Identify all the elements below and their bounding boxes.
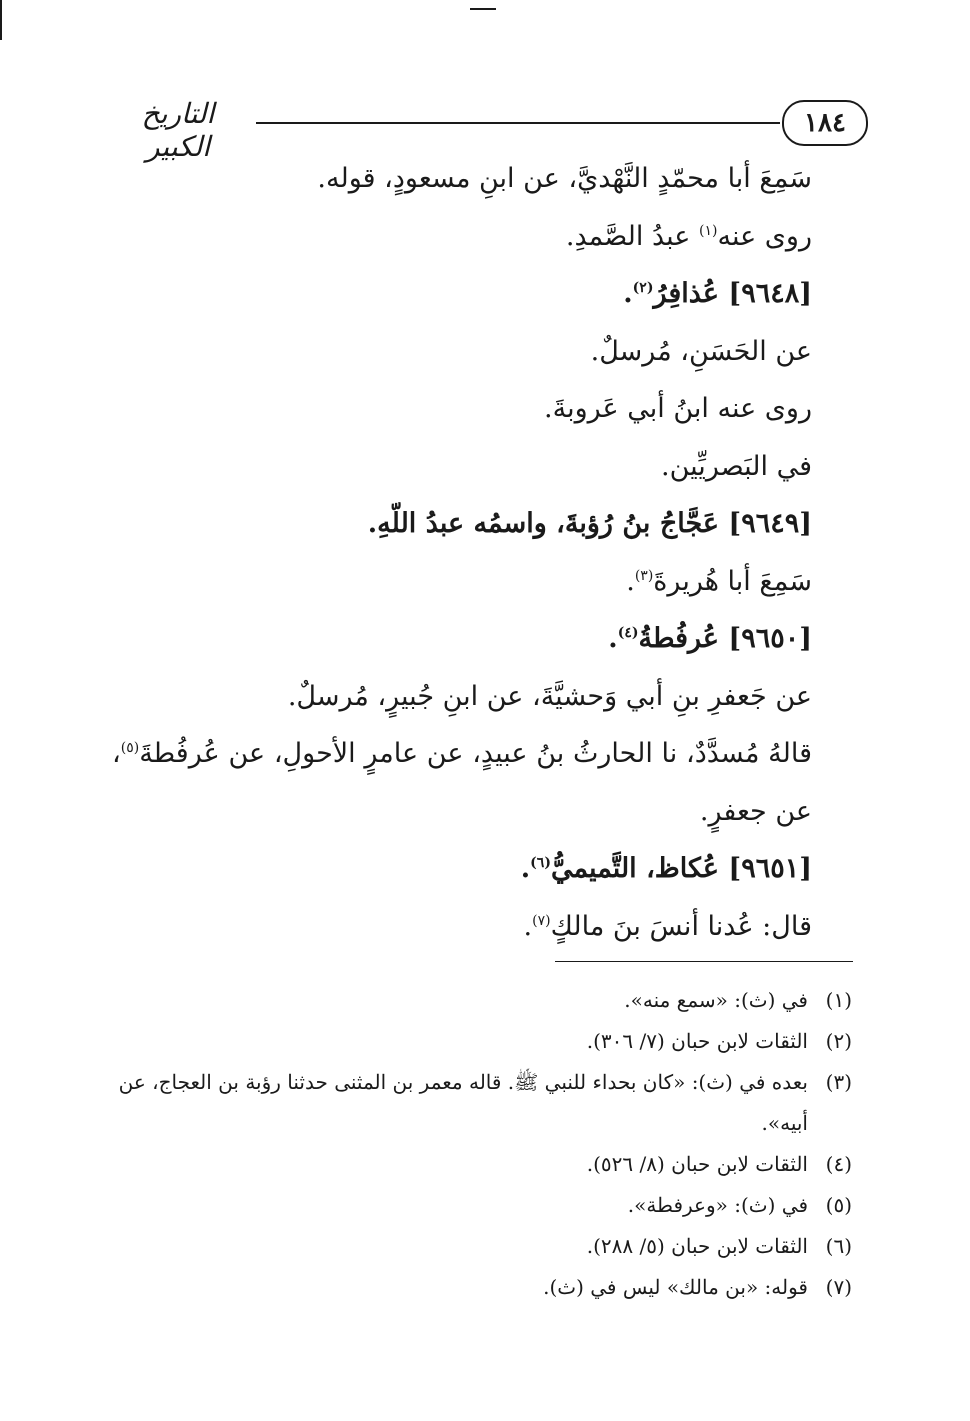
- text-fragment: قالهُ مُسدَّدٌ، نا الحارثُ بنُ عبيدٍ، عن عامرٍ الأحولِ، عن عُرفُطةَ: [139, 738, 812, 769]
- footnote-ref[interactable]: (٦): [530, 855, 551, 871]
- footnote-text: الثقات لابن حبان (٨/ ٥٢٦).: [586, 1152, 808, 1176]
- footnote-text: في (ث): «سمع منه».: [624, 988, 808, 1012]
- text-fragment: .: [523, 910, 533, 942]
- text-fragment: سَمِعَ أبا هُريرةَ: [653, 565, 812, 597]
- footnote-ref[interactable]: (٥): [120, 740, 140, 756]
- margin-mark: [0, 0, 2, 40]
- text-fragment: روى عنه: [717, 220, 812, 252]
- footnote-ref[interactable]: (١): [699, 222, 718, 239]
- page-number: ١٨٤: [782, 100, 868, 146]
- text-fragment: قال: عُدنا أنسَ بنَ مالكٍ: [550, 910, 812, 942]
- text-fragment: [٩٦٥١] عُكاظ، التَّميميُّ: [550, 853, 812, 884]
- footnote-ref[interactable]: (٣): [634, 567, 654, 584]
- entry-heading: [112, 610, 812, 668]
- footnote-number: (٦): [825, 1234, 852, 1258]
- footnote-text: قوله: «بن مالك» ليس في (ث).: [543, 1275, 808, 1299]
- text-fragment: ، عن جعفرٍ.: [112, 738, 812, 827]
- main-text: [112, 150, 812, 955]
- footnote-number: (٤): [825, 1152, 852, 1176]
- text-fragment: عبدُ الصَّمدِ.: [565, 220, 691, 252]
- text-line: روى عنه ابنُ أبي عَروبةَ.: [544, 393, 812, 424]
- footnote-text: في (ث): «وعرفطة».: [627, 1193, 808, 1217]
- footnote-ref[interactable]: (٢): [632, 280, 654, 296]
- header-rule: [256, 122, 780, 124]
- footnote-number: (٢): [825, 1029, 852, 1053]
- footnote-item: [112, 1021, 852, 1062]
- text-line: [112, 725, 812, 840]
- entry-heading: [٩٦٤٩] عَجَّاجُ بنُ رُؤبةَ، واسمُه عبدُ اللّهِ.: [367, 508, 812, 539]
- footnote-number: (٥): [825, 1193, 852, 1217]
- footnote-text: الثقات لابن حبان (٥/ ٢٨٨).: [586, 1234, 808, 1258]
- footnote-number: (٧): [825, 1275, 852, 1299]
- top-mark: [470, 8, 496, 10]
- footnote-item: [112, 980, 852, 1021]
- text-line: عن الحَسَنِ، مُرسلٌ.: [590, 335, 812, 367]
- text-line: عن جَعفرِ بنِ أبي وَحشيَّةَ، عن ابنِ جُبيرٍ، مُرسلٌ.: [287, 680, 812, 712]
- footnote-item: [112, 1144, 852, 1185]
- text-fragment: .: [623, 278, 633, 309]
- text-line: [112, 898, 812, 956]
- text-fragment: .: [520, 853, 531, 884]
- entry-heading: [112, 840, 812, 898]
- book-title: التاريخ الكبير: [141, 97, 215, 163]
- footnote-text: الثقات لابن حبان (٧/ ٣٠٦).: [586, 1029, 808, 1053]
- footnote-item: [112, 1062, 852, 1144]
- page-header: [108, 95, 868, 163]
- footnote-item: [112, 1185, 852, 1226]
- text-fragment: [٩٦٥٠] عُرفُطةُ: [638, 623, 812, 654]
- footnote-ref[interactable]: (٤): [617, 625, 639, 641]
- text-line: [112, 553, 812, 611]
- footnote-text: بعده في (ث): «كان بحداء للنبي ﷺ. قاله معمر بن المثنى حدثنا رؤبة بن العجاج، عن أبيه».: [118, 1070, 808, 1135]
- footnote-ref[interactable]: (٧): [532, 912, 551, 929]
- footnote-number: (٣): [825, 1070, 852, 1094]
- footnote-item: [112, 1226, 852, 1267]
- text-fragment: .: [608, 623, 618, 654]
- text-line: سَمِعَ أبا محمّدٍ النَّهْديَّ، عن ابنِ مسعودٍ، قوله.: [317, 163, 812, 194]
- entry-heading: [112, 265, 812, 323]
- text-fragment: [٩٦٤٨] عُذافِرُ: [653, 278, 812, 309]
- text-line: في البَصريِّين.: [661, 450, 812, 482]
- text-fragment: .: [626, 565, 635, 597]
- footnote-number: (١): [825, 988, 852, 1012]
- footnote-separator: [555, 961, 853, 962]
- footnote-item: [112, 1267, 852, 1308]
- text-line: [112, 208, 812, 266]
- footnotes: [112, 980, 852, 1308]
